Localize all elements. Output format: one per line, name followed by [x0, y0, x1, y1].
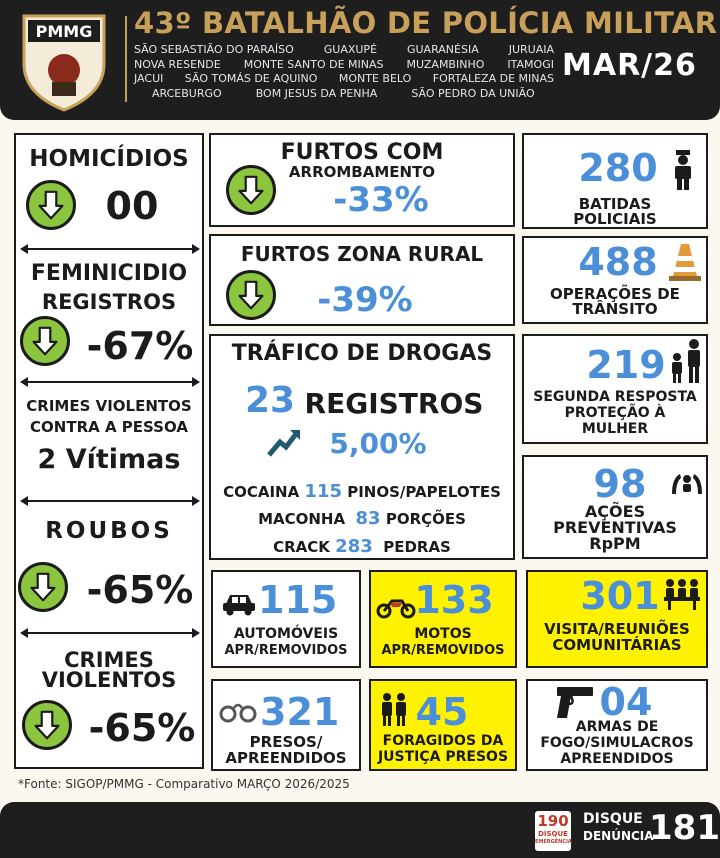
- drug-unit: PEDRAS: [383, 538, 451, 556]
- motos-value: 133: [414, 578, 494, 622]
- header-divider: [125, 16, 127, 102]
- segunda-label-2: PROTEÇÃO À: [564, 405, 666, 421]
- city-name: JACUI: [134, 72, 164, 85]
- down-arrow-icon: [20, 316, 70, 366]
- roubos-label: ROUBOS: [45, 518, 173, 544]
- badge-190-sub: DISQUE: [538, 830, 568, 838]
- city-row: [134, 43, 554, 58]
- badge-190-sub-2: EMERGÊNCIA: [535, 839, 572, 845]
- operacoes-value: 488: [578, 240, 658, 284]
- furtos-rural-value: -39%: [317, 280, 413, 320]
- down-arrow-icon: [22, 700, 72, 750]
- batidas-label-2: POLICIAIS: [573, 210, 657, 228]
- furtos-arr-label: FURTOS COM: [280, 140, 444, 165]
- drug-name: CRACK: [273, 538, 330, 556]
- acoes-label-3: RpPM: [589, 534, 641, 553]
- drug-name: COCAINA: [223, 483, 300, 501]
- city-name: MONTE SANTO DE MINAS: [243, 57, 384, 71]
- source-note: *Fonte: SIGOP/PMMG - Comparativo MARÇO 2026/2025: [18, 777, 350, 791]
- segunda-label: SEGUNDA RESPOSTA: [533, 389, 697, 405]
- trafico-count-label: REGISTROS: [304, 387, 484, 420]
- armas-value: 04: [599, 680, 653, 724]
- drug-cocaina-row: [209, 481, 515, 502]
- presos-label: PRESOS/: [249, 733, 323, 751]
- page-title: 43º BATALHÃO DE POLÍCIA MILITAR: [134, 6, 718, 40]
- trafico-label: TRÁFICO DE DROGAS: [231, 341, 493, 366]
- batidas-label: BATIDAS: [578, 195, 652, 213]
- city-row: [134, 58, 554, 73]
- prisoners-icon: [379, 692, 409, 726]
- down-arrow-icon: [18, 562, 68, 612]
- furtos-arr-value: -33%: [333, 180, 429, 220]
- city-name: JURUAIA: [508, 43, 554, 56]
- cvp-label-2: CONTRA A PESSOA: [30, 418, 188, 436]
- presos-label-2: APREENDIDOS: [225, 749, 347, 767]
- visitas-label-2: COMUNITÁRIAS: [552, 636, 682, 654]
- acoes-label: AÇÕES: [584, 502, 646, 521]
- cv-value: -65%: [88, 706, 196, 750]
- batidas-value: 280: [578, 146, 658, 190]
- city-name: SÃO SEBASTIÃO DO PARAÍSO: [134, 43, 294, 56]
- automoveis-label-2: APR/REMOVIDOS: [224, 643, 348, 658]
- operacoes-label: OPERAÇÕES DE: [550, 285, 680, 303]
- separator-arrow: [22, 248, 198, 250]
- report-date: MAR/26: [562, 48, 697, 83]
- city-name: BOM JESUS DA PENHA: [255, 86, 378, 100]
- motos-label-2: APR/REMOVIDOS: [381, 643, 505, 658]
- automoveis-label: AUTOMÓVEIS: [233, 626, 339, 642]
- foragidos-value: 45: [415, 690, 469, 734]
- down-arrow-icon: [226, 165, 276, 215]
- feminicidio-label: FEMINICIDIO: [30, 261, 188, 286]
- city-row: [134, 87, 554, 102]
- automoveis-value: 115: [258, 578, 338, 622]
- feminicidio-sublabel: REGISTROS: [41, 290, 177, 314]
- drug-value: 83: [355, 508, 381, 529]
- family-icon: [666, 338, 706, 384]
- foragidos-label: FORAGIDOS DA: [382, 733, 504, 749]
- city-name: ARCEBURGO: [152, 86, 222, 100]
- denuncia-label: DENÚNCIA: [583, 829, 654, 843]
- segunda-value: 219: [586, 343, 666, 387]
- disque-label: DISQUE: [583, 811, 643, 827]
- presos-value: 321: [260, 690, 340, 734]
- operacoes-label-2: TRÂNSITO: [572, 300, 658, 318]
- drug-unit: PORÇÕES: [385, 510, 466, 528]
- trend-up-icon: [266, 426, 302, 458]
- drug-crack-row: [209, 536, 515, 557]
- visitas-value: 301: [580, 574, 660, 618]
- city-name: SÃO PEDRO DA UNIÃO: [411, 86, 535, 100]
- header: [0, 0, 720, 120]
- disque-number: 181: [649, 808, 720, 848]
- foragidos-label-2: JUSTIÇA PRESOS: [377, 749, 509, 765]
- drug-unit: PINOS/PAPELOTES: [347, 483, 501, 501]
- badge-190: [535, 811, 571, 851]
- city-name: ITAMOGI: [507, 57, 554, 71]
- city-name: GUAXUPÉ: [323, 43, 378, 56]
- motos-label: MOTOS: [414, 626, 472, 642]
- cv-label: CRIMES: [64, 648, 154, 672]
- down-arrow-icon: [226, 270, 276, 320]
- separator-arrow: [22, 632, 198, 634]
- furtos-arr-sublabel: ARROMBAMENTO: [288, 163, 436, 181]
- feminicidio-value: -67%: [86, 324, 194, 368]
- traffic-cone-icon: [668, 242, 702, 282]
- city-name: GUARANÉSIA: [406, 43, 479, 56]
- furtos-rural-label: FURTOS ZONA RURAL: [240, 242, 484, 266]
- handcuffs-icon: [218, 696, 258, 726]
- armas-label-3: APREENDIDOS: [560, 751, 674, 767]
- segunda-label-3: MULHER: [581, 421, 649, 437]
- drug-name: MACONHA: [258, 510, 346, 528]
- city-name: FORTALEZA DE MINAS: [432, 72, 554, 85]
- drug-value: 283: [335, 536, 373, 557]
- cvp-label: CRIMES VIOLENTOS: [26, 397, 192, 415]
- car-icon: [222, 592, 256, 616]
- visitas-label: VISITA/REUNIÕES: [544, 620, 690, 638]
- acoes-value: 98: [593, 462, 647, 506]
- badge-190-number: 190: [537, 812, 569, 830]
- cv-label-2: VIOLENTOS: [41, 668, 177, 692]
- trafico-pct: 5,00%: [329, 427, 427, 460]
- city-name: NOVA RESENDE: [134, 57, 221, 71]
- city-row: [134, 72, 554, 87]
- meeting-icon: [662, 578, 702, 610]
- city-name: MUZAMBINHO: [406, 57, 485, 71]
- armas-label: ARMAS DE: [575, 719, 659, 735]
- footer: [0, 802, 720, 858]
- motorcycle-icon: [376, 595, 416, 619]
- cvp-value: 2 Vítimas: [37, 444, 181, 475]
- city-name: SÃO TOMÁS DE AQUINO: [184, 72, 318, 85]
- city-name: MONTE BELO: [338, 72, 412, 85]
- city-list: [134, 43, 554, 101]
- roubos-value: -65%: [86, 568, 194, 612]
- drug-maconha-row: [209, 508, 515, 529]
- trafico-count: 23: [244, 380, 296, 421]
- separator-arrow: [22, 500, 198, 502]
- logo-text: PMMG: [35, 22, 93, 41]
- gun-icon: [555, 684, 595, 720]
- separator-arrow: [22, 381, 198, 383]
- down-arrow-icon: [26, 180, 76, 230]
- acoes-label-2: PREVENTIVAS: [553, 518, 677, 537]
- homicidios-value: 00: [105, 184, 159, 228]
- protecting-hands-icon: [670, 470, 704, 496]
- homicidios-label: HOMICÍDIOS: [29, 146, 189, 172]
- police-officer-icon: [670, 150, 696, 190]
- drug-value: 115: [304, 481, 342, 502]
- armas-label-2: FOGO/SIMULACROS: [540, 735, 694, 751]
